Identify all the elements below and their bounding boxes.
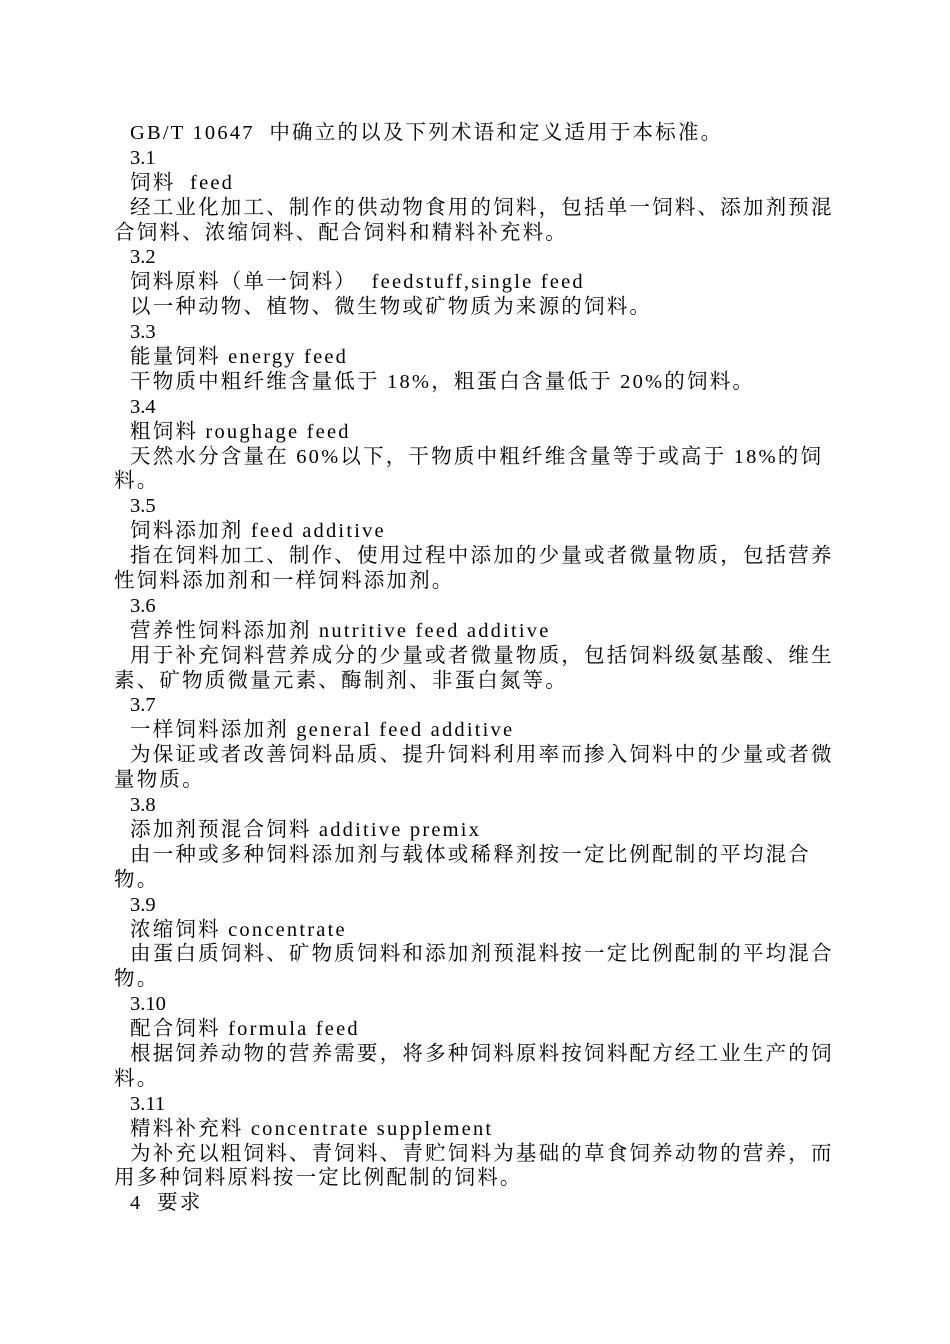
term-definition: 指在饲料加工、制作、使用过程中添加的少量或者微量物质，包括营养 — [130, 545, 834, 568]
term-title: 配合饲料 formula feed — [130, 1018, 360, 1041]
term-3-5 — [114, 494, 834, 594]
term-title: 饲料原料（单一饲料） feedstuff,single feed — [130, 271, 585, 294]
term-definition: 为补充以粗饲料、青饲料、青贮饲料为基础的草食饲养动物的营养，而 — [130, 1142, 834, 1165]
term-definition: 为保证或者改善饲料品质、提升饲料利用率而掺入饲料中的少量或者微 — [130, 744, 834, 767]
term-definition-cont: 料。 — [114, 470, 160, 493]
term-title: 浓缩饲料 concentrate — [130, 918, 347, 941]
term-number: 3.6 — [130, 594, 156, 617]
term-3-11 — [114, 1092, 834, 1192]
term-number: 3.8 — [130, 794, 156, 817]
term-title: 饲料添加剂 feed additive — [130, 520, 386, 543]
term-definition: 干物质中粗纤维含量低于 18%，粗蛋白含量低于 20%的饲料。 — [130, 370, 756, 393]
term-number: 3.9 — [130, 893, 156, 916]
term-3-6 — [114, 594, 834, 694]
term-title: 营养性饲料添加剂 nutritive feed additive — [130, 619, 551, 642]
term-definition-cont: 物。 — [114, 868, 160, 891]
term-definition-cont: 量物质。 — [114, 769, 205, 792]
term-title: 粗饲料 roughage feed — [130, 420, 351, 443]
term-definition-cont: 物。 — [114, 968, 160, 991]
term-definition: 根据饲养动物的营养需要，将多种饲料原料按饲料配方经工业生产的饲 — [130, 1042, 834, 1065]
term-number: 3.1 — [130, 146, 156, 169]
term-definition-cont: 料。 — [114, 1067, 160, 1090]
term-3-3 — [114, 320, 824, 395]
term-3-4 — [114, 395, 824, 495]
term-title: 能量饲料 energy feed — [130, 346, 349, 369]
term-number: 3.3 — [130, 321, 156, 344]
intro-paragraph: GB/T 10647 中确立的以及下列术语和定义适用于本标准。 — [130, 122, 724, 144]
term-3-9 — [114, 893, 834, 993]
term-definition: 以一种动物、植物、微生物或矿物质为来源的饲料。 — [130, 296, 653, 319]
term-definition-cont: 用多种饲料原料按一定比例配制的饲料。 — [114, 1167, 523, 1190]
term-title: 添加剂预混合饲料 additive premix — [130, 818, 482, 841]
term-definition: 经工业化加工、制作的供动物食用的饲料，包括单一饲料、添加剂预混 — [130, 196, 834, 219]
term-definition: 天然水分含量在 60%以下，干物质中粗纤维含量等于或高于 18%的饲 — [130, 445, 824, 468]
term-3-1 — [114, 146, 834, 246]
document-body — [114, 121, 834, 1216]
term-number: 3.11 — [130, 1092, 166, 1115]
term-number: 3.4 — [130, 395, 156, 418]
term-3-10 — [114, 992, 834, 1092]
term-definition: 用于补充饲料营养成分的少量或者微量物质，包括饲料级氨基酸、维生 — [130, 644, 834, 667]
term-3-8 — [114, 793, 824, 893]
term-definition: 由一种或多种饲料添加剂与载体或稀释剂按一定比例配制的平均混合 — [130, 843, 811, 866]
term-number: 3.5 — [130, 495, 156, 518]
term-title: 精料补充料 concentrate supplement — [130, 1117, 494, 1140]
term-3-7 — [114, 693, 834, 793]
term-number: 3.10 — [130, 993, 166, 1016]
term-definition-cont: 素、矿物质微量元素、酶制剂、非蛋白氮等。 — [114, 669, 568, 692]
term-definition-cont: 合饲料、浓缩饲料、配合饲料和精料补充料。 — [114, 221, 568, 244]
term-title: 一样饲料添加剂 general feed additive — [130, 719, 515, 742]
term-number: 3.2 — [130, 246, 156, 269]
section-heading-requirements: 4 要求 — [130, 1192, 203, 1215]
term-definition: 由蛋白质饲料、矿物质饲料和添加剂预混料按一定比例配制的平均混合 — [130, 943, 834, 966]
term-title: 饲料 feed — [130, 171, 235, 194]
term-definition-cont: 性饲料添加剂和一样饲料添加剂。 — [114, 570, 455, 593]
term-3-2 — [114, 245, 824, 320]
term-number: 3.7 — [130, 694, 156, 717]
